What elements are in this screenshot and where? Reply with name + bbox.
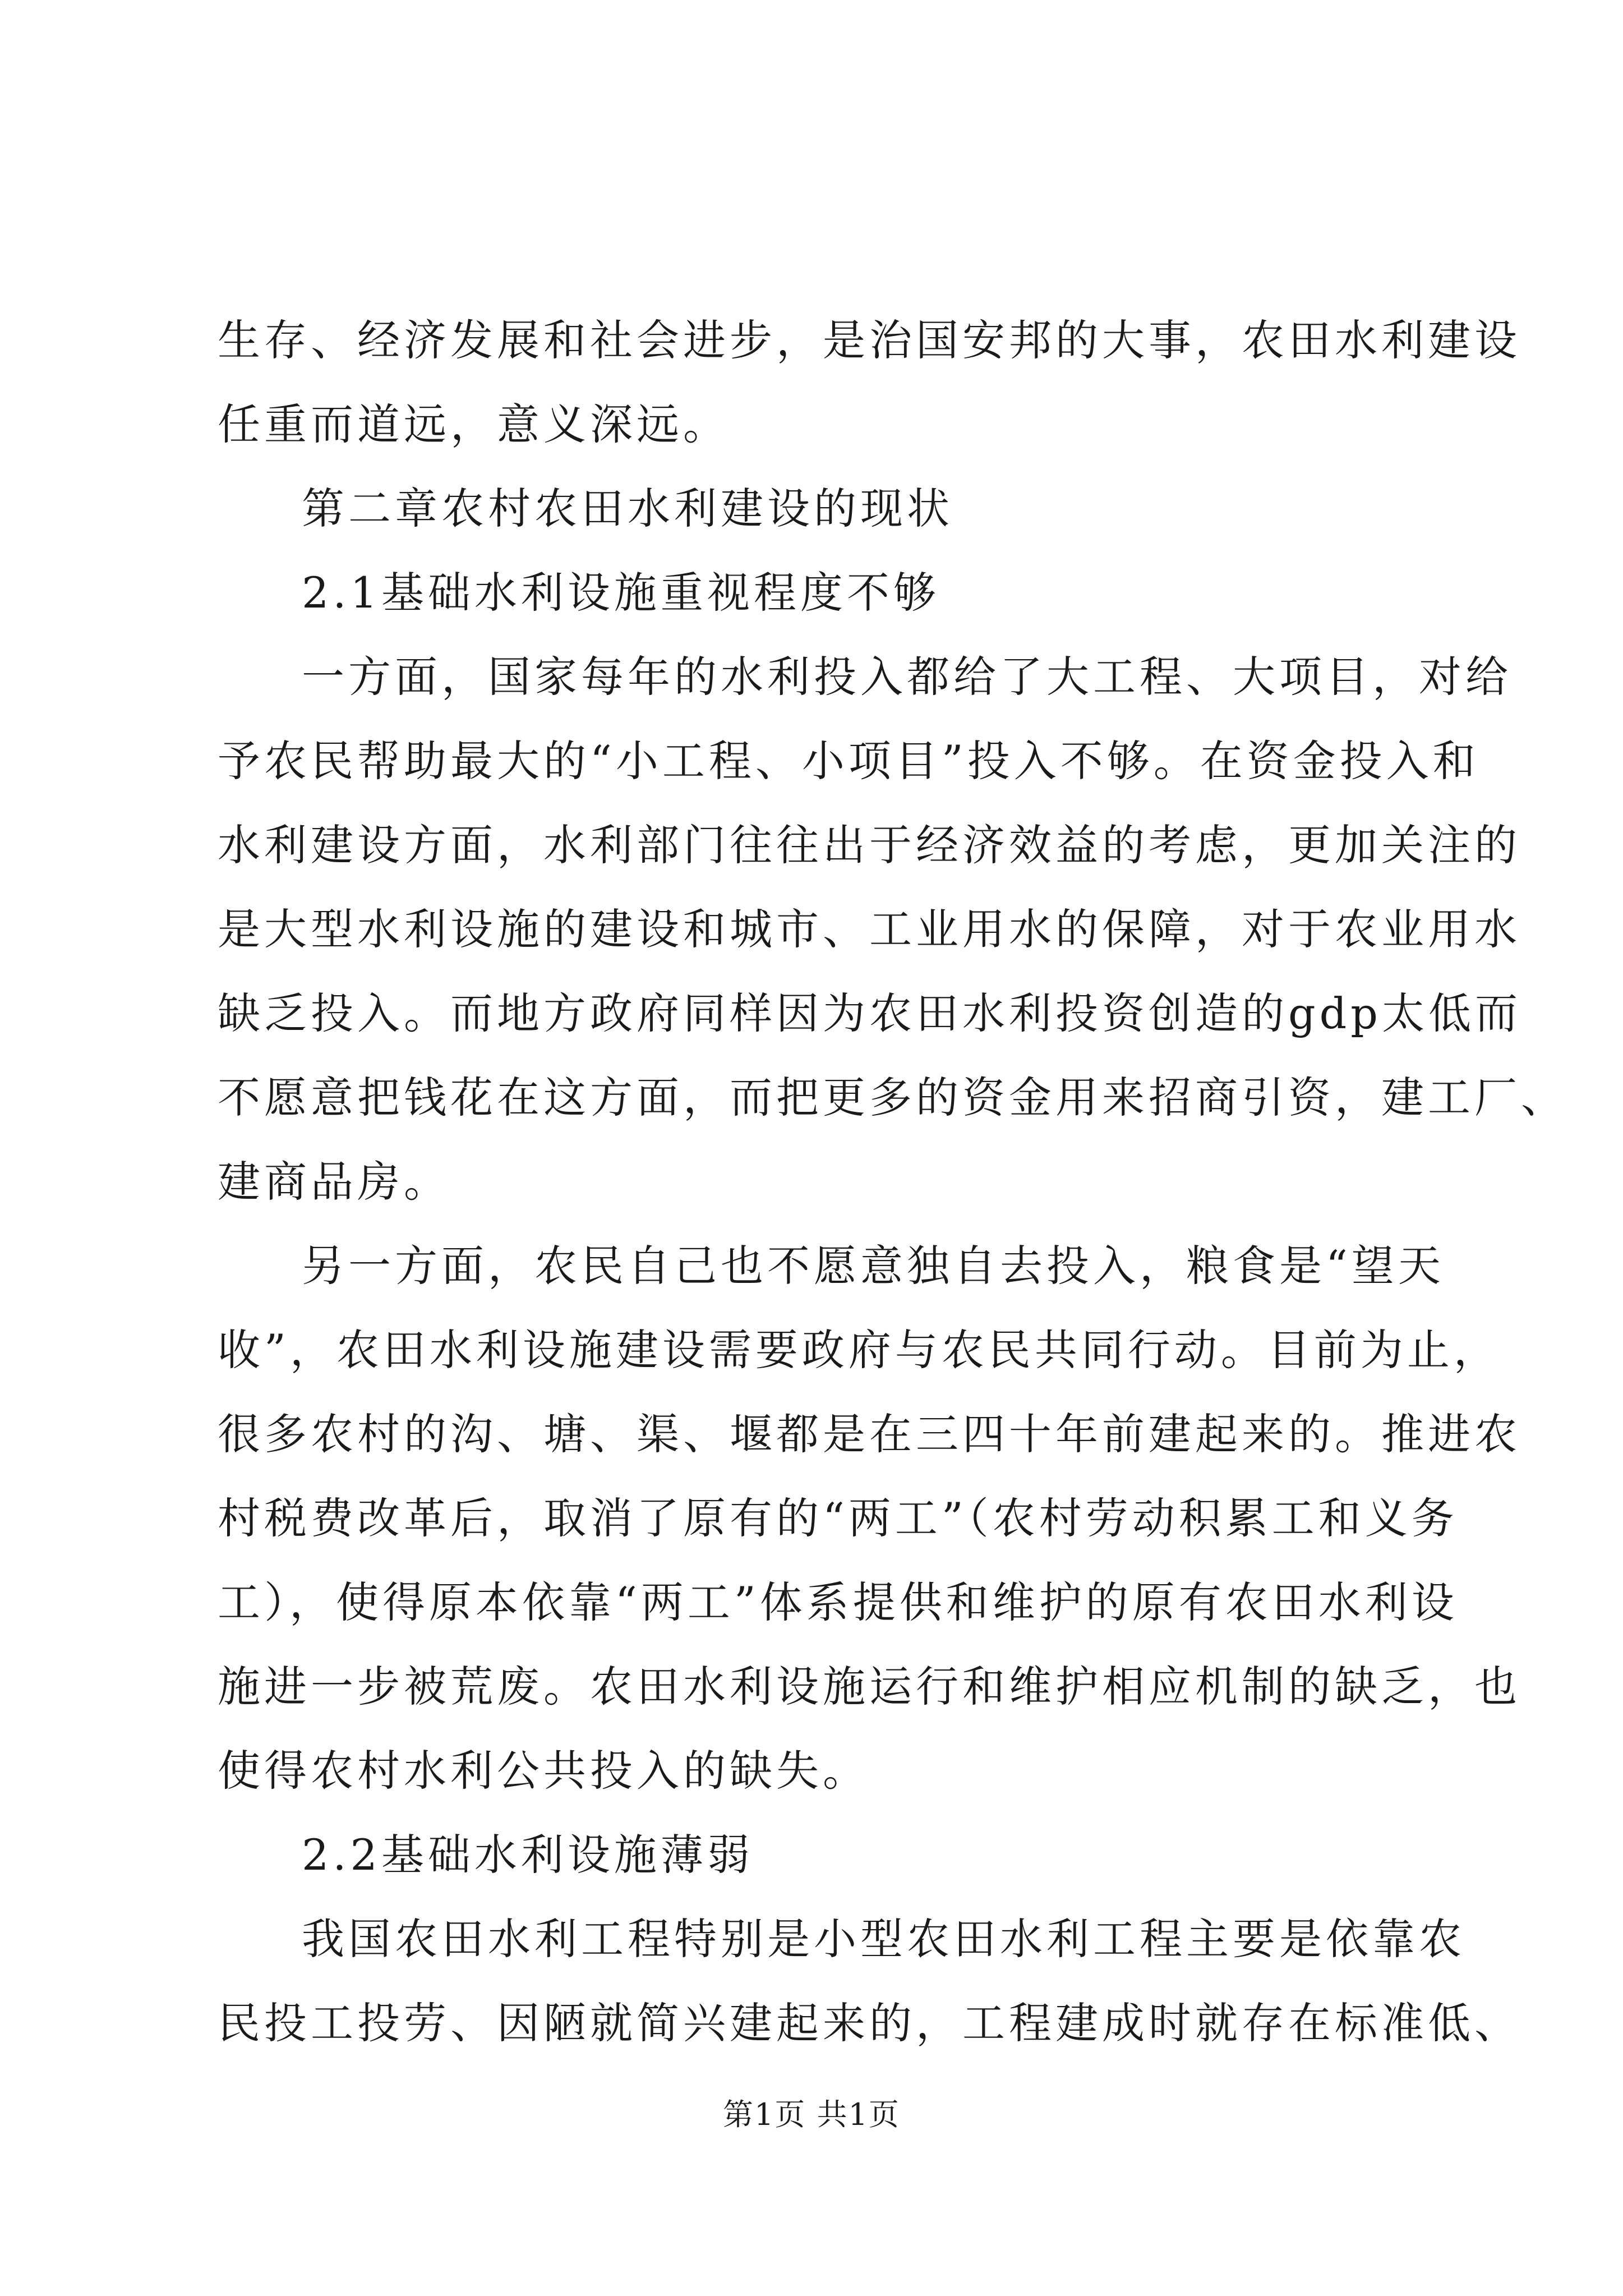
text-line: 水利建设方面，水利部门往往出于经济效益的考虑，更加关注的 xyxy=(218,820,1521,870)
document-body xyxy=(218,298,1567,2065)
text-line: 任重而道远，意义深远。 xyxy=(218,399,730,449)
section-heading: 2.1基础水利设施重视程度不够 xyxy=(302,568,940,618)
text-line: 使得农村水利公共投入的缺失。 xyxy=(218,1746,869,1796)
text-line: 不愿意把钱花在这方面，而把更多的资金用来招商引资，建工厂、 xyxy=(218,1073,1567,1122)
section-heading: 2.2基础水利设施薄弱 xyxy=(302,1830,754,1880)
page-footer xyxy=(0,2095,1623,2134)
text-line: 缺乏投入。而地方政府同样因为农田水利投资创造的gdp太低而 xyxy=(218,988,1521,1038)
text-line: 施进一步被荒废。农田水利设施运行和维护相应机制的缺乏，也 xyxy=(218,1662,1521,1711)
text-line: 生存、经济发展和社会进步，是治国安邦的大事，农田水利建设 xyxy=(218,315,1521,365)
text-line: 另一方面，农民自己也不愿意独自去投入，粮食是“望天 xyxy=(302,1241,1445,1291)
text-line: 很多农村的沟、塘、渠、堰都是在三四十年前建起来的。推进农 xyxy=(218,1409,1521,1459)
text-line: 村税费改革后，取消了原有的“两工”（农村劳动积累工和义务 xyxy=(218,1493,1458,1543)
text-line: 工），使得原本依靠“两工”体系提供和维护的原有农田水利设 xyxy=(218,1577,1458,1627)
text-line: 予农民帮助最大的“小工程、小项目”投入不够。在资金投入和 xyxy=(218,736,1479,786)
text-line: 是大型水利设施的建设和城市、工业用水的保障，对于农业用水 xyxy=(218,904,1521,954)
text-line: 民投工投劳、因陋就简兴建起来的，工程建成时就存在标准低、 xyxy=(218,1998,1521,2048)
chapter-heading: 第二章农村农田水利建设的现状 xyxy=(302,484,953,533)
page-number: 第1页 共1页 xyxy=(723,2097,900,2132)
text-line: 我国农田水利工程特别是小型农田水利工程主要是依靠农 xyxy=(302,1914,1465,1964)
text-line: 收”，农田水利设施建设需要政府与农民共同行动。目前为止， xyxy=(218,1325,1500,1375)
text-line: 一方面，国家每年的水利投入都给了大工程、大项目，对给 xyxy=(302,652,1512,702)
text-line: 建商品房。 xyxy=(218,1157,450,1207)
